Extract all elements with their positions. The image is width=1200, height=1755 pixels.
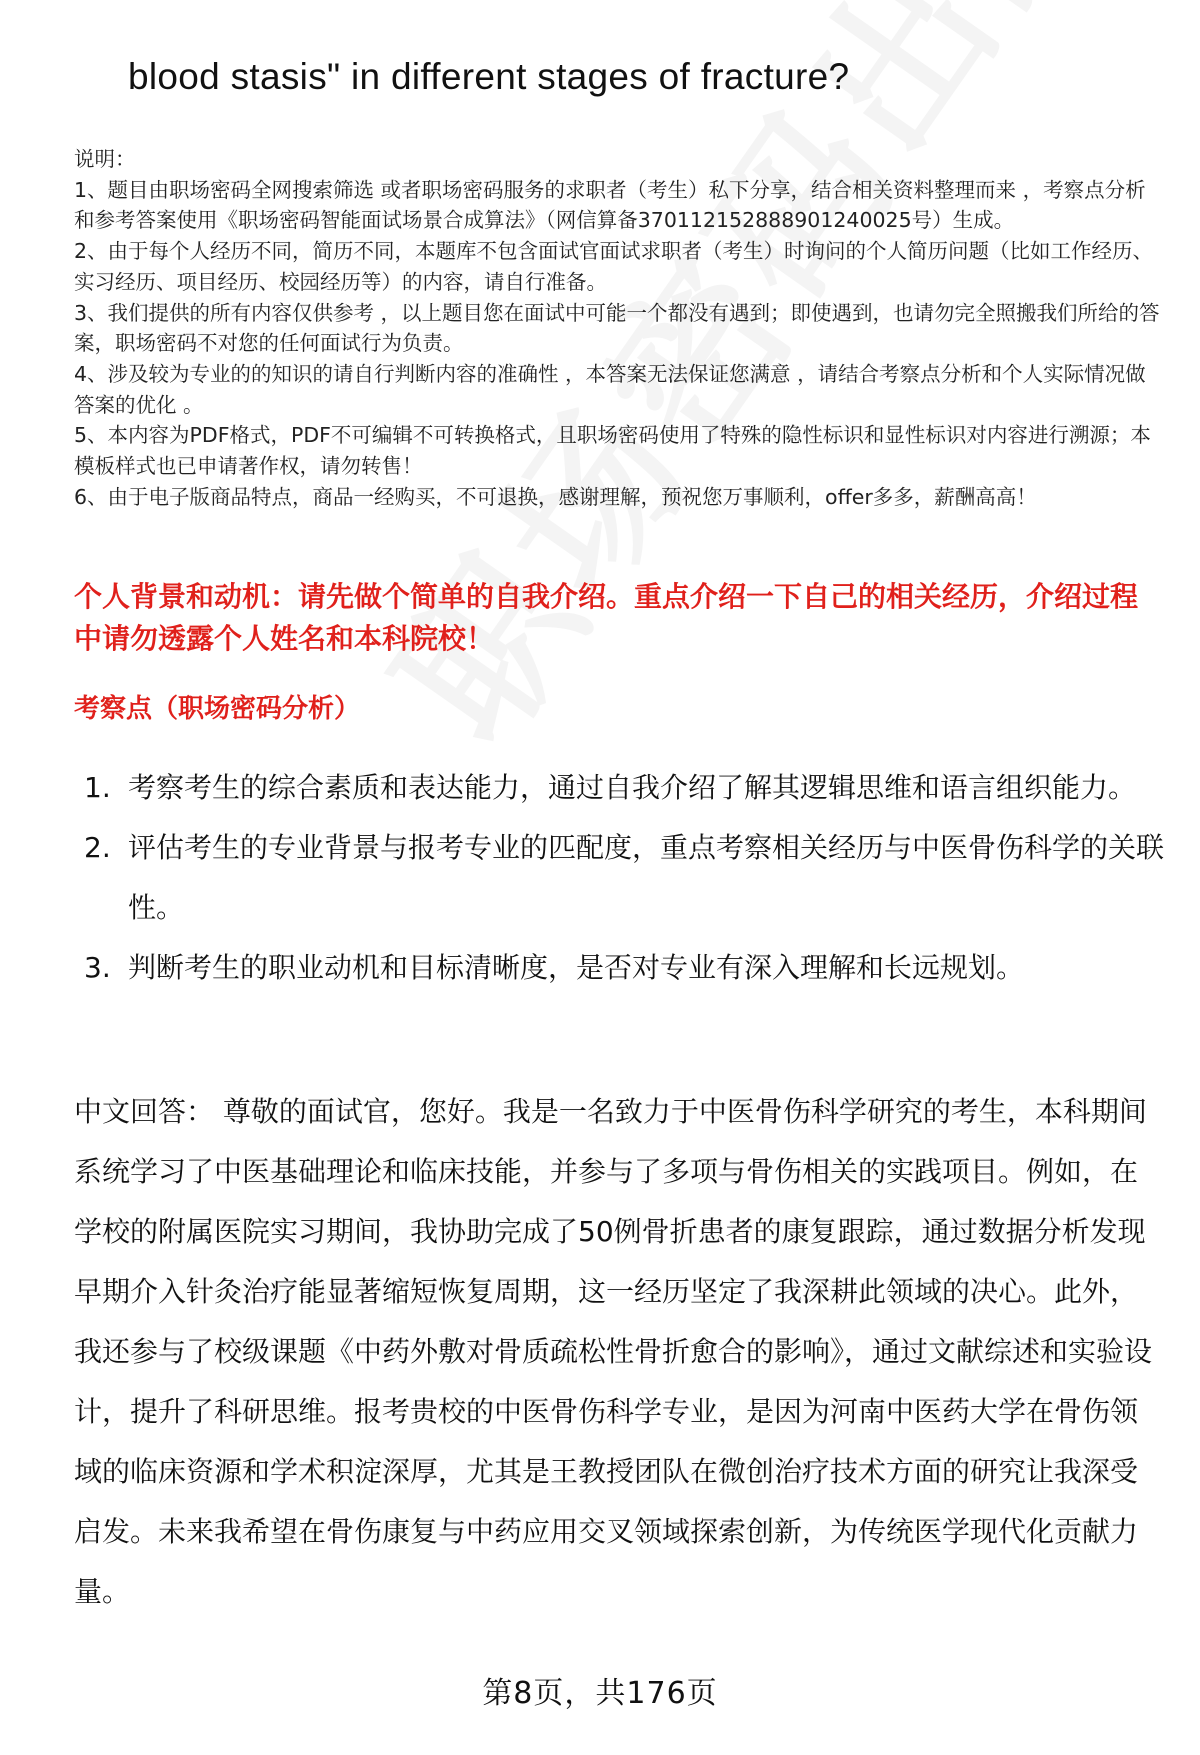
note-item: 6、由于电子版商品特点，商品一经购买，不可退换，感谢理解，预祝您万事顺利，offer多多，薪酬高高！ [74, 484, 1037, 509]
interview-question: 个人背景和动机：请先做个简单的自我介绍。重点介绍一下自己的相关经历，介绍过程中请勿透露个人姓名和本科院校！ [74, 580, 1139, 655]
question-title-continuation: blood stasis" in different stages of fracture? [128, 56, 850, 97]
note-item: 4、涉及较为专业的的知识的请自行判断内容的准确性 ，本答案无法保证您满意 ，请结合考察点分析和个人实际情况做答案的优化 。 [74, 361, 1146, 417]
note-item: 2、由于每个人经历不同，简历不同，本题库不包含面试官面试求职者（考生）时询问的个人简历问题（比如工作经历、实习经历、项目经历、校园经历等）的内容，请自行准备。 [74, 239, 1154, 294]
note-item: 5、本内容为PDF格式，PDF不可编辑不可转换格式，且职场密码使用了特殊的隐性标识和显性标识对内容进行溯源；本模板样式也已申请著作权，请勿转售！ [74, 423, 1151, 479]
list-item-text: 评估考生的专业背景与报考专业的匹配度，重点考察相关经历与中医骨伤科学的关联性。 [128, 831, 1165, 924]
list-item [84, 758, 1164, 818]
answer-paragraph: 中文回答： 尊敬的面试官，您好。我是一名致力于中医骨伤科学研究的考生，本科期间系统学习了中医基础理论和临床技能，并参与了多项与骨伤相关的实践项目。例如，在学校的附属医院实习期间，我协助完成了50例骨折患者的康复跟踪，通过数据分析发现早期介入针灸治疗能显著缩短恢复周期，这一经历坚定了我深耕此领域的决心。此外，我还参与了校级课题《中药外敷对骨质疏松性骨折愈合的影响》，通过文献综述和实验设计，提升了科研思维。报考贵校的中医骨伤科学专业，是因为河南中医药大学在骨伤领域的临床资源和学术积淀深厚，尤其是王教授团队在微创治疗技术方面的研究让我深受启发。未来我希望在骨伤康复与中药应用交叉领域探索创新，为传统医学现代化贡献力量。 [74, 1095, 1153, 1608]
section-heading: 考察点（职场密码分析） [74, 694, 361, 724]
assessment-points-list [84, 758, 1164, 998]
list-item [84, 818, 1164, 938]
list-item-text: 考察考生的综合素质和表达能力，通过自我介绍了解其逻辑思维和语言组织能力。 [128, 771, 1137, 804]
notes-section [74, 144, 1164, 512]
list-item-text: 判断考生的职业动机和目标清晰度，是否对专业有深入理解和长远规划。 [128, 951, 1025, 984]
page-number: 第8页，共176页 [482, 1676, 718, 1711]
list-item [84, 938, 1164, 998]
list-item-number: 1. [84, 771, 111, 804]
notes-heading: 说明： [74, 147, 136, 171]
note-item: 1、题目由职场密码全网搜索筛选 或者职场密码服务的求职者（考生）私下分享，结合相关资料整理而来 ，考察点分析和参考答案使用《职场密码智能面试场景合成算法》（网信算备370112152888901240025号）生成。 [74, 177, 1146, 233]
list-item-number: 2. [84, 831, 111, 864]
note-item: 3、我们提供的所有内容仅供参考 ，以上题目您在面试中可能一个都没有遇到；即使遇到，也请勿完全照搬我们所给的答案，职场密码不对您的任何面试行为负责。 [74, 300, 1160, 356]
list-item-number: 3. [84, 951, 111, 984]
